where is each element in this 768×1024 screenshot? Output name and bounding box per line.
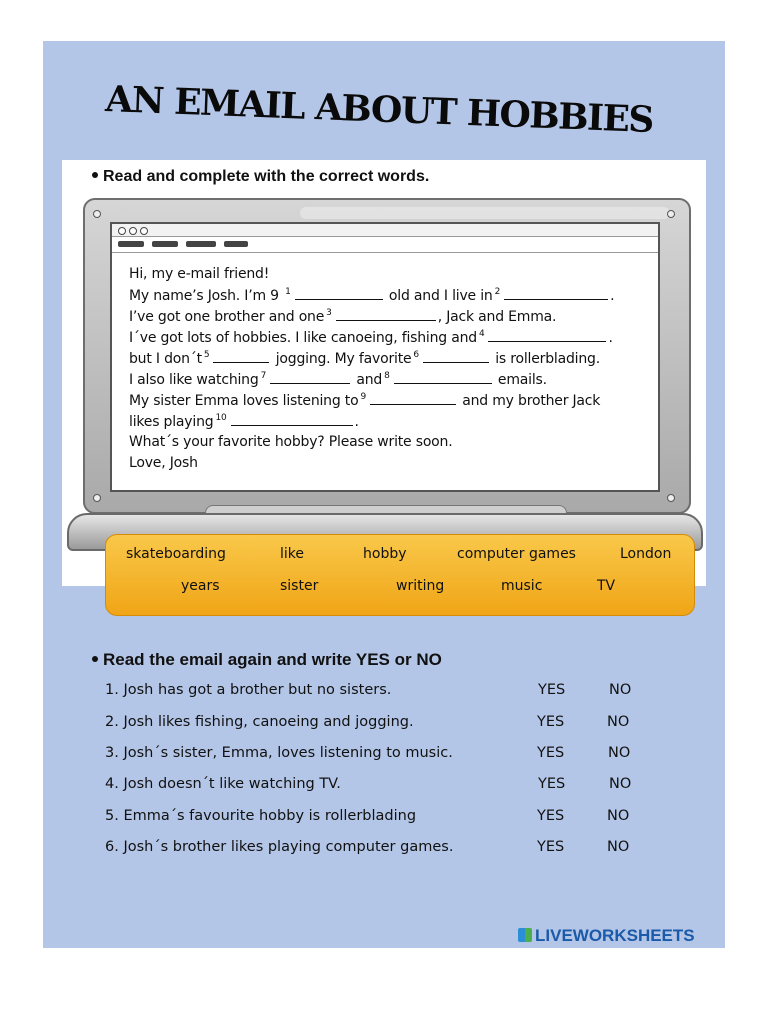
email-line-9: What´s your favorite hobby? Please write soon.	[129, 434, 453, 450]
email-text: I’ve got one brother and one	[129, 309, 325, 325]
yes-option-2[interactable]: YES	[537, 714, 565, 730]
instruction-2	[92, 650, 442, 670]
window-menu-bar	[112, 238, 658, 253]
logo-text: LIVEWORKSHEETS	[535, 926, 695, 945]
email-text: is rollerblading.	[495, 351, 600, 367]
email-text: but I don´t	[129, 351, 202, 367]
no-option-1[interactable]: NO	[609, 682, 632, 698]
gap-9-blank[interactable]	[370, 392, 456, 405]
yes-option-4[interactable]: YES	[538, 776, 566, 792]
question-1: 1. Josh has got a brother but no sisters.	[105, 682, 392, 698]
window-button-icon	[140, 227, 148, 235]
gap-2-blank[interactable]	[504, 287, 608, 300]
email-line-10: Love, Josh	[129, 455, 198, 471]
email-text: .	[354, 414, 359, 430]
email-text: .	[610, 288, 615, 304]
yes-option-6[interactable]: YES	[537, 839, 565, 855]
gap-number-2: 2	[494, 287, 501, 297]
gap-4-blank[interactable]	[488, 329, 606, 342]
window-button-icon	[129, 227, 137, 235]
gap-1-blank[interactable]	[295, 287, 383, 300]
yes-option-5[interactable]: YES	[537, 808, 565, 824]
instruction-2-text: Read the email again and write YES or NO	[103, 650, 442, 669]
laptop-highlight	[300, 207, 670, 219]
menu-item-blur	[186, 241, 216, 247]
window-button-icon	[118, 227, 126, 235]
email-line-7	[129, 392, 600, 409]
gap-number-1: 1	[285, 287, 291, 297]
email-text: jogging. My favorite	[275, 351, 412, 367]
no-option-4[interactable]: NO	[609, 776, 632, 792]
email-line-8	[129, 413, 359, 430]
menu-item-blur	[224, 241, 248, 247]
gap-6-blank[interactable]	[423, 350, 489, 363]
word-bank-item[interactable]: hobby	[363, 546, 407, 562]
yes-option-1[interactable]: YES	[538, 682, 566, 698]
word-bank-item[interactable]: sister	[280, 578, 319, 594]
email-text: emails.	[497, 372, 547, 388]
no-option-6[interactable]: NO	[607, 839, 630, 855]
word-bank-item[interactable]: music	[501, 578, 543, 594]
bullet-icon	[92, 656, 98, 662]
menu-item-blur	[118, 241, 144, 247]
page-title: AN EMAIL ABOUT HOBBIES	[104, 78, 654, 142]
email-line-6	[129, 371, 547, 388]
no-option-3[interactable]: NO	[608, 745, 631, 761]
instruction-1	[92, 168, 429, 186]
gap-number-4: 4	[478, 329, 485, 339]
email-text: .	[608, 330, 613, 346]
email-text: My name’s Josh. I’m 9	[129, 288, 279, 304]
email-text: likes playing	[129, 414, 214, 430]
gap-8-blank[interactable]	[394, 371, 492, 384]
menu-item-blur	[152, 241, 178, 247]
gap-3-blank[interactable]	[336, 308, 436, 321]
email-line-2	[129, 287, 614, 304]
email-text: and my brother Jack	[462, 393, 601, 409]
word-bank-item[interactable]: like	[280, 546, 305, 562]
email-line-3	[129, 308, 556, 325]
question-4: 4. Josh doesn´t like watching TV.	[105, 776, 341, 792]
no-option-5[interactable]: NO	[607, 808, 630, 824]
question-3: 3. Josh´s sister, Emma, loves listening to music.	[105, 745, 453, 761]
gap-number-5: 5	[203, 350, 210, 360]
gap-number-10: 10	[215, 413, 227, 423]
word-bank-item[interactable]: skateboarding	[126, 546, 226, 562]
gap-number-9: 9	[360, 392, 366, 402]
liveworksheets-icon	[518, 928, 532, 942]
bullet-icon	[92, 172, 98, 178]
screw-icon	[93, 494, 101, 502]
screw-icon	[667, 494, 675, 502]
email-window	[110, 222, 660, 492]
question-5: 5. Emma´s favourite hobby is rollerblading	[105, 808, 417, 824]
liveworksheets-logo[interactable]	[518, 926, 695, 946]
word-bank-item[interactable]: TV	[597, 578, 616, 594]
window-title-bar	[112, 224, 658, 237]
gap-10-blank[interactable]	[231, 413, 353, 426]
email-text: old and I live in	[388, 288, 493, 304]
yes-option-3[interactable]: YES	[537, 745, 565, 761]
word-bank-item[interactable]: computer games	[457, 546, 576, 562]
email-text: My sister Emma loves listening to	[129, 393, 359, 409]
email-text: , Jack and Emma.	[437, 309, 557, 325]
word-bank-item[interactable]: writing	[396, 578, 445, 594]
gap-7-blank[interactable]	[270, 371, 350, 384]
question-6: 6. Josh´s brother likes playing computer games.	[105, 839, 454, 855]
email-text: I also like watching	[129, 372, 259, 388]
email-line-5	[129, 350, 600, 367]
gap-number-6: 6	[413, 350, 419, 360]
gap-5-blank[interactable]	[213, 350, 269, 363]
email-line-1: Hi, my e-mail friend!	[129, 266, 270, 282]
instruction-1-text: Read and complete with the correct words.	[103, 168, 430, 185]
word-bank-item[interactable]: years	[181, 578, 220, 594]
email-text: I´ve got lots of hobbies. I like canoeing, fishing and	[129, 330, 477, 346]
email-line-4	[129, 329, 613, 346]
word-bank-item[interactable]: London	[620, 546, 672, 562]
screw-icon	[667, 210, 675, 218]
no-option-2[interactable]: NO	[607, 714, 630, 730]
email-text: and	[356, 372, 383, 388]
question-2: 2. Josh likes fishing, canoeing and jogging.	[105, 714, 414, 730]
gap-number-3: 3	[326, 308, 332, 318]
gap-number-7: 7	[260, 371, 267, 381]
gap-number-8: 8	[384, 371, 390, 381]
screw-icon	[93, 210, 101, 218]
